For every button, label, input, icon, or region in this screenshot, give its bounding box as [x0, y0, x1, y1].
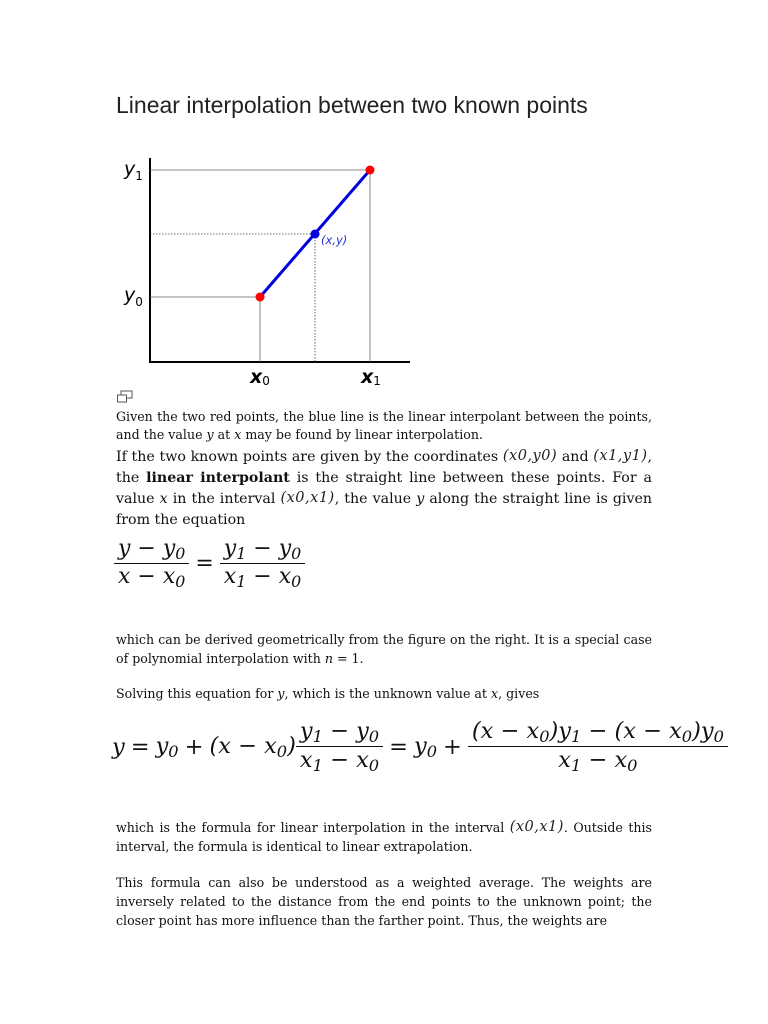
point-label: (x,y)	[321, 233, 348, 247]
interval-x0-x1: (x0,x1)	[280, 490, 335, 506]
paragraph-solving: Solving this equation for y, which is the unknown value at x, gives	[116, 686, 540, 701]
paragraph-formula: which is the formula for linear interpolation in the interval (x0,x1). Outside this interval, the formula is identical to linear extrapolation.	[116, 819, 652, 854]
paragraph-weighted-average: This formula can also be understood as a weighted average. The weights are inversely related to the distance from the end points to the unknown point; the closer point has more influence than the farther point. Thus, the weights are	[116, 875, 652, 928]
point-x0-y0	[256, 293, 265, 302]
equation-interpolation: y = $y_0$ + $(x - x_0)$ $\frac{y_1 - y_0}{x_1 - x_0}$ = $y_0$ + $\frac{(x - x_0)y_1 - (x - x_0)y_0}{x_1 - x_0}$	[112, 718, 728, 775]
page-title: Linear interpolation between two known points	[116, 92, 588, 118]
point-x-y	[311, 230, 320, 239]
label-x0: x0	[250, 366, 270, 388]
interpolation-figure	[110, 150, 420, 390]
label-y1: $y_1$	[124, 158, 143, 183]
point-x1-y1	[366, 166, 375, 175]
coord-x1-y1: (x1,y1)	[593, 448, 648, 464]
figure-caption: Given the two red points, the blue line is the linear interpolant between the points, and the value y at x may be found by linear interpolation.	[116, 409, 652, 442]
paragraph-derivation: which can be derived geometrically from the figure on the right. It is a special case of polynomial interpolation with n = 1.	[116, 632, 652, 666]
interval-x0-x1-2: (x0,x1)	[509, 819, 564, 835]
label-y0: $y_0$	[124, 284, 143, 309]
paragraph-intro: If the two known points are given by the coordinates (x0,y0) and (x1,y1), the linear interpolant is the straight line between these points. For a value x in the interval (x0,x1), the value y along the straight line is given from the equation	[116, 448, 653, 528]
enlarge-icon[interactable]	[116, 390, 134, 404]
equation-slope: $\frac{y - y_0}{x - x_0}$ = $\frac{y_1 - y_0}{x_1 - x_0}$	[114, 536, 305, 591]
label-x1: x1	[361, 366, 381, 388]
coord-x0-y0: (x0,y0)	[502, 448, 558, 464]
